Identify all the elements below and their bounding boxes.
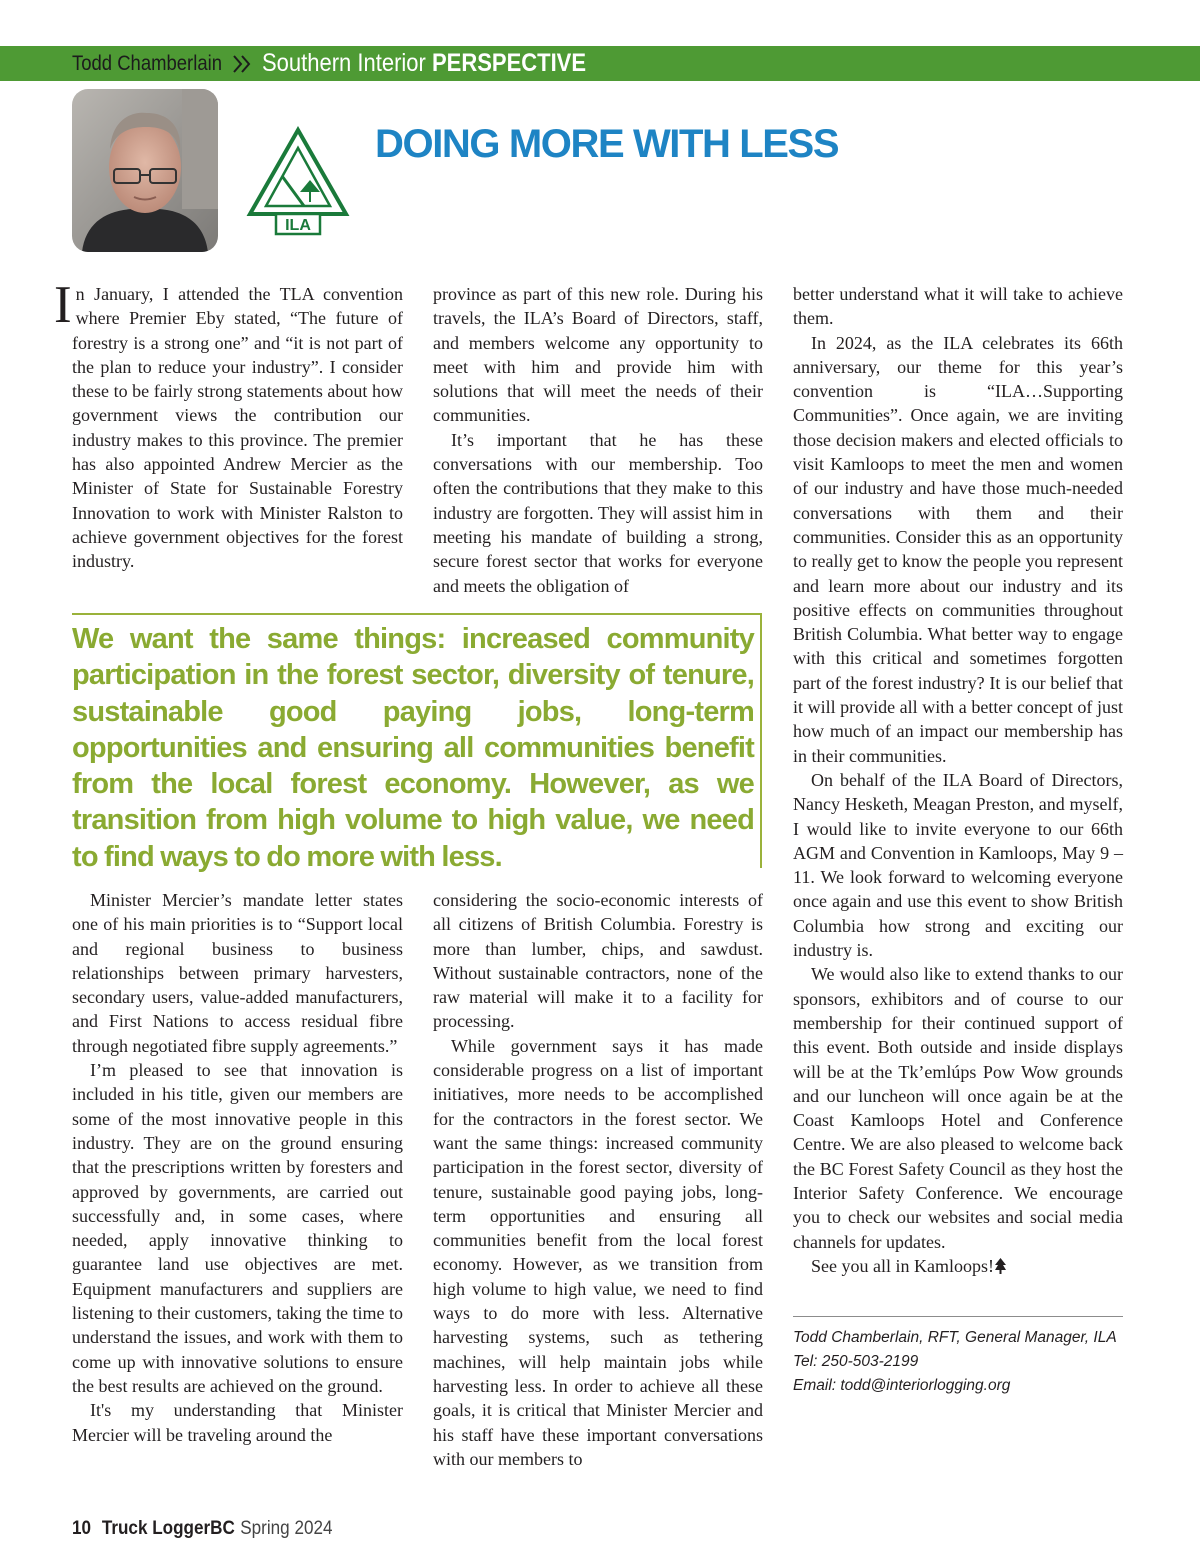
paragraph: better understand what it will take to achieve them.: [793, 284, 1123, 329]
paragraph: We would also like to extend thanks to our sponsors, exhibitors and of course to our membership for their continued support of this event. Both outside and inside displays will be at the Tk’emlúps Pow Wow grounds and our luncheon will once again be at the Coast Kamloops Hotel and Conference Centre. We are also pleased to welcome back the BC Forest Safety Council as they host the Interior Safety Conference. We encourage you to check our websites and social media channels for updates.: [793, 964, 1123, 1252]
paragraph: On behalf of the ILA Board of Directors, Nancy Hesketh, Meagan Preston, and myself, I would like to invite everyone to our 66th AGM and Convention in Kamloops, May 9 – 11. We look forward to welcoming everyone once again and use this event to show British Columbia how strong and exciting our industry is.: [793, 769, 1123, 961]
signature-block: [793, 1326, 1117, 1398]
ila-logo-text: ILA: [285, 217, 311, 234]
paragraph: It’s important that he has these conversations with our membership. Too often the contributions that they make to this industry are forgotten. They will assist him in meeting his mandate of building a strong, secure forest sector that works for everyone and meets the obligation of: [433, 429, 763, 596]
signature-email: Email: todd@interiorlogging.org: [793, 1377, 1011, 1394]
page-number: 10: [72, 1518, 92, 1539]
paragraph-text: n January, I attended the TLA convention where Premier Eby stated, “The future of forestry is a strong one” and “it is not part of the plan to reduce your industry”. I consider these to be fairly strong statements about how government views the contribution our industry makes to this province. The premier has also appointed Andrew Mercier as the Minister of State for Sustainable Forestry Innovation to work with Minister Ralston to achieve government objectives for the forest industry.: [72, 284, 403, 572]
column-3: [793, 282, 1123, 1278]
header-author: Todd Chamberlain: [72, 51, 222, 75]
column-2-top: [433, 282, 763, 598]
signature-name: Todd Chamberlain, RFT, General Manager, ILA: [793, 1329, 1117, 1346]
tree-icon: [995, 1258, 1006, 1274]
section-header-bar: [0, 46, 1200, 81]
paragraph: I’m pleased to see that innovation is included in his title, given our members are some of the most innovative people in this industry. They are on the ground ensuring that the prescriptions written by foresters and approved by governments, are carried out successfully and, in some cases, where needed, apply innovative thinking to guarantee land use objectives are met. Equipment manufacturers and suppliers are listening to their customers, taking the time to understand the issues, and work with them to come up with innovative solutions to ensure the best results are achieved on the ground.: [72, 1060, 403, 1396]
ila-logo: [246, 126, 350, 236]
pull-quote: [72, 613, 762, 873]
paragraph: [54, 276, 403, 574]
header-section-bold: PERSPECTIVE: [432, 49, 587, 77]
column-1-bottom: [72, 888, 403, 1447]
column-1-top: [54, 276, 403, 574]
paragraph: While government says it has made considerable progress on a list of important initiatives, more needs to be accomplished for the contractors in the forest sector. We want the same things: increased community participation in the forest sector, diversity of tenure, sustainable good paying jobs, long-term opportunities and ensuring all communities benefit from the local forest economy. However, as we transition from high volume to high value, we need to find ways to do more with less. Alternative harvesting systems, such as tethering machines, will help maintain jobs while harvesting less. In order to achieve all these goals, it is critical that Minister Mercier and his staff have these important conversations with our members to: [433, 1035, 763, 1469]
paragraph: considering the socio-economic interests of all citizens of British Columbia. Forestry is more than lumber, chips, and sawdust. Without sustainable contractors, none of the raw material will make it to a facility for processing.: [433, 890, 763, 1032]
signature-tel: Tel: 250-503-2199: [793, 1353, 919, 1370]
paragraph: It's my understanding that Minister Mercier will be traveling around the: [72, 1400, 403, 1445]
page-footer: [72, 1518, 332, 1540]
pull-quote-text: We want the same things: increased community participation in the forest sector, diversity of tenure, sustainable good paying jobs, long-term opportunities and ensuring all communities benefit from the local forest economy. However, as we transition from high volume to high value, we need to find ways to do more with less.: [72, 623, 754, 873]
signature-divider: [793, 1316, 1123, 1317]
double-chevron-right-icon: [230, 53, 256, 75]
issue-label: Spring 2024: [240, 1518, 333, 1539]
drop-cap: I: [54, 276, 72, 334]
paragraph: Minister Mercier’s mandate letter states one of his main priorities is to “Support local and regional business to business relationships between primary harvesters, secondary users, value-added manufacturers, and First Nations to access residual fibre through negotiated fibre supply agreements.”: [72, 890, 403, 1056]
article-title: DOING MORE WITH LESS: [375, 122, 839, 166]
paragraph: province as part of this new role. During his travels, the ILA’s Board of Directors, staff, and members welcome any opportunity to meet with him and provide him with solutions that will meet the needs of their communities.: [433, 284, 763, 426]
paragraph: [793, 1254, 1123, 1278]
column-2-bottom: [433, 888, 763, 1471]
header-section: [262, 49, 586, 78]
author-portrait-image: [72, 89, 218, 252]
header-section-prefix: Southern Interior: [262, 49, 433, 77]
paragraph-text: See you all in Kamloops!: [811, 1255, 994, 1276]
author-portrait: [72, 89, 218, 252]
paragraph: In 2024, as the ILA celebrates its 66th anniversary, our theme for this year’s convention is “ILA…Supporting Communities”. Once again, we are inviting those decision makers and elected officials to visit Kamloops to meet the men and women of our industry and have those much-needed conversations with them and their communities. Consider this as an opportunity to really get to know the people you represent and learn more about our industry and its positive effects on communities throughout British Columbia. What better way to engage with this critical and sometimes forgotten part of the forest industry? It is our belief that it will provide all with a better concept of just how much of an impact our membership has in their communities.: [793, 332, 1123, 766]
magazine-name: Truck LoggerBC: [101, 1518, 235, 1539]
